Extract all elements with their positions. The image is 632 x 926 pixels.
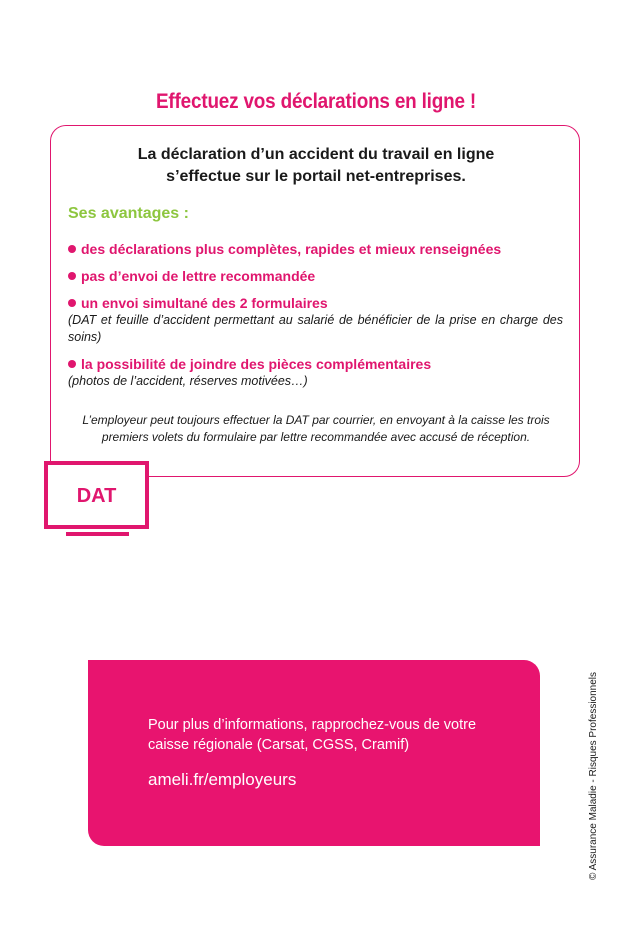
intro-text	[56, 144, 576, 188]
dat-label: DAT	[76, 485, 117, 507]
list-item	[68, 267, 563, 285]
bullet-icon	[68, 245, 76, 253]
bullet-icon	[68, 360, 76, 368]
bullet-icon	[68, 299, 76, 307]
list-item	[68, 355, 563, 390]
intro-line-2: s’effectue sur le portail net-entreprises.	[166, 168, 466, 185]
mail-note: L’employeur peut toujours effectuer la DAT par courrier, en envoyant à la caisse les trois premiers volets du formulaire par lettre recommandée avec accusé de réception.	[82, 413, 550, 444]
ameli-link[interactable]: ameli.fr/employeurs	[148, 770, 297, 789]
list-item	[68, 294, 563, 346]
contact-text: Pour plus d’informations, rapprochez-vous de votre caisse régionale (Carsat, CGSS, Cramif)	[148, 717, 477, 753]
advantage-detail: (photos de l’accident, réserves motivées…)	[68, 374, 308, 388]
advantage-text: un envoi simultané des 2 formulaires	[81, 295, 328, 311]
contact-panel	[88, 660, 540, 846]
advantages-heading: Ses avantages :	[68, 205, 189, 222]
advantages-list	[68, 240, 563, 399]
advantage-text: des déclarations plus complètes, rapides et mieux renseignées	[81, 241, 502, 257]
advantage-text: la possibilité de joindre des pièces complémentaires	[81, 356, 432, 372]
advantage-detail: (DAT et feuille d’accident permettant au salarié de bénéficier de la prise en charge des soins)	[68, 313, 563, 344]
copyright-text: © Assurance Maladie - Risques Professionnels	[588, 671, 599, 880]
dat-badge	[44, 461, 149, 529]
advantage-text: pas d’envoi de lettre recommandée	[81, 268, 316, 284]
intro-line-1: La déclaration d’un accident du travail en ligne	[137, 146, 495, 163]
page-title: Effectuez vos déclarations en ligne !	[156, 90, 476, 113]
list-item	[68, 240, 563, 258]
dat-underline	[66, 532, 129, 536]
bullet-icon	[68, 272, 76, 280]
